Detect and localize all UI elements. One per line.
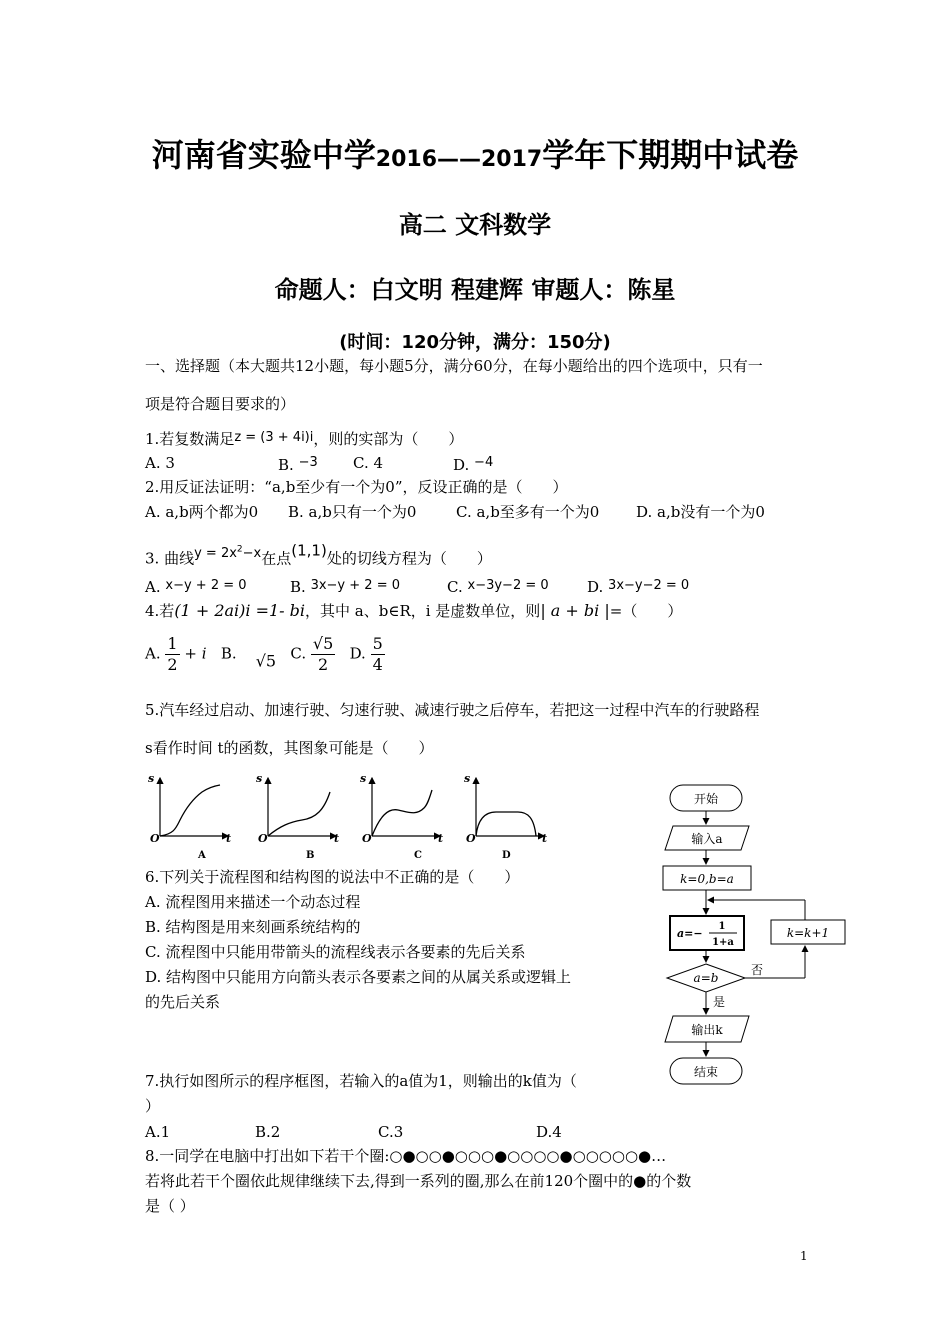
graph-d — [464, 772, 547, 861]
q3-option-c: C. x−3y−2 = 0 — [447, 578, 549, 596]
graph-c-curve — [372, 790, 432, 836]
svg-text:s: s — [464, 772, 471, 785]
q2-option-c: C. a,b至多有一个为0 — [456, 503, 600, 521]
section-1-line-1: 一、选择题（本大题共12小题，每小题5分，满分60分，在每小题给出的四个选项中，只有一 — [145, 357, 763, 375]
svg-text:s: s — [256, 772, 263, 785]
svg-text:O: O — [258, 832, 268, 845]
section-1-line-2: 项是符合题目要求的） — [145, 395, 296, 413]
question-8-line-3: 是（ ） — [145, 1197, 195, 1215]
exam-time-info: (时间：120分钟，满分：150分) — [339, 332, 611, 353]
graph-b-curve — [268, 792, 330, 836]
svg-text:B: B — [306, 850, 315, 861]
svg-text:是: 是 — [713, 995, 726, 1009]
svg-text:t: t — [542, 832, 548, 845]
question-5-line-2: s看作时间 t的函数，其图象可能是（ ） — [145, 739, 434, 757]
q6-option-d-continued: 的先后关系 — [145, 993, 221, 1011]
svg-text:a=−: a=− — [677, 927, 703, 940]
q7-option-a: A.1 — [145, 1123, 171, 1141]
q6-option-b: B. 结构图是用来刻画系统结构的 — [145, 918, 361, 936]
svg-text:输出k: 输出k — [691, 1023, 723, 1037]
graph-d-curve — [476, 812, 536, 836]
question-3-stem: 3. 曲线$y = 2x^2-x$在点(1,1)处的切线方程为（ ） — [145, 541, 492, 568]
q1-option-a: A. 3 — [145, 454, 175, 472]
svg-text:否: 否 — [751, 963, 764, 977]
flowchart — [655, 780, 855, 1090]
page-number: 1 — [800, 1249, 808, 1263]
question-7-close: ） — [145, 1097, 161, 1115]
svg-text:k=0,b=a: k=0,b=a — [680, 872, 734, 886]
svg-text:A: A — [198, 850, 206, 861]
svg-text:开始: 开始 — [693, 792, 719, 806]
q6-option-c: C. 流程图中只能用带箭头的流程线表示各要素的先后关系 — [145, 943, 526, 961]
exam-subtitle: 高二 文科数学 — [398, 211, 552, 239]
graph-a-curve — [160, 785, 220, 836]
motion-graphs — [140, 770, 560, 862]
question-2-stem: 2.用反证法证明：“a,b至少有一个为0”，反设正确的是（ ） — [145, 478, 568, 496]
q3-option-b: B. 3x−y + 2 = 0 — [290, 578, 400, 596]
svg-text:O: O — [362, 832, 372, 845]
svg-text:t: t — [438, 832, 444, 845]
svg-text:s: s — [148, 772, 155, 785]
q1-option-d: D. −4 — [453, 455, 494, 474]
q4-option-d-fraction: $\frac{5}{4}$ — [372, 634, 383, 674]
q1-option-c: C. 4 — [353, 454, 384, 472]
q4-option-a-fraction: $\frac{1}{2}$ — [167, 634, 178, 674]
q7-option-b: B.2 — [255, 1123, 281, 1141]
svg-text:C: C — [414, 850, 422, 861]
svg-text:t: t — [334, 832, 340, 845]
svg-text:k=k+1: k=k+1 — [786, 926, 830, 940]
graph-a — [148, 772, 231, 861]
q2-option-b: B. a,b只有一个为0 — [288, 503, 417, 521]
question-8-line-2: 若将此若干个圈依此规律继续下去,得到一系列的圈,那么在前120个圈中的●的个数 — [145, 1172, 692, 1190]
exam-authors: 命题人：白文明 程建辉 审题人：陈星 — [274, 276, 676, 304]
q1-option-b: B. −3 — [278, 455, 318, 474]
q6-option-d: D. 结构图中只能用方向箭头表示各要素之间的从属关系或逻辑上 — [145, 968, 572, 986]
svg-text:s: s — [360, 772, 367, 785]
question-4-stem: 4.若(1 + 2ai)i =1- bi，其中 a、b∈R，i 是虚数单位，则| a + bi |=（ ） — [145, 601, 683, 620]
svg-text:结束: 结束 — [693, 1065, 719, 1079]
svg-text:1: 1 — [718, 921, 726, 932]
q7-option-d: D.4 — [536, 1123, 562, 1141]
svg-text:O: O — [150, 832, 160, 845]
question-7-stem: 7.执行如图所示的程序框图，若输入的a值为1，则输出的k值为（ — [145, 1072, 577, 1090]
question-1-stem: 1.若复数满足z = (3 + 4i)i，则的实部为（ ） — [145, 430, 464, 448]
q4-options: A. $\frac{1}{2}$ + i B. √5 C. $\frac{√5}{2}$ D. $\frac{5}{4}$ — [145, 634, 383, 674]
q3-option-a: A. x−y + 2 = 0 — [145, 578, 247, 596]
q6-option-a: A. 流程图用来描述一个动态过程 — [145, 893, 361, 911]
question-6-stem: 6.下列关于流程图和结构图的说法中不正确的是（ ） — [145, 868, 520, 886]
q4-option-c-fraction: $\frac{√5}{2}$ — [312, 634, 334, 674]
svg-text:1+a: 1+a — [712, 937, 734, 948]
question-5-line-1: 5.汽车经过启动、加速行驶、匀速行驶、减速行驶之后停车，若把这一过程中汽车的行驶路程 — [145, 701, 760, 719]
q7-option-c: C.3 — [378, 1123, 404, 1141]
exam-title: 河南省实验中学2016——2017学年下期期中试卷 — [151, 136, 799, 174]
question-8-line-1: 8.一同学在电脑中打出如下若干个圈:○●○○●○○○●○○○○●○○○○○●… — [145, 1147, 667, 1165]
q2-option-a: A. a,b两个都为0 — [145, 503, 259, 521]
q3-option-d: D. 3x−y−2 = 0 — [587, 578, 690, 596]
q2-option-d: D. a,b没有一个为0 — [636, 503, 765, 521]
svg-text:输入a: 输入a — [691, 832, 723, 846]
graph-b — [256, 772, 339, 861]
svg-text:D: D — [502, 850, 511, 861]
graph-c — [360, 772, 443, 861]
svg-text:O: O — [466, 832, 476, 845]
svg-text:a=b: a=b — [693, 971, 719, 985]
svg-text:t: t — [226, 832, 232, 845]
